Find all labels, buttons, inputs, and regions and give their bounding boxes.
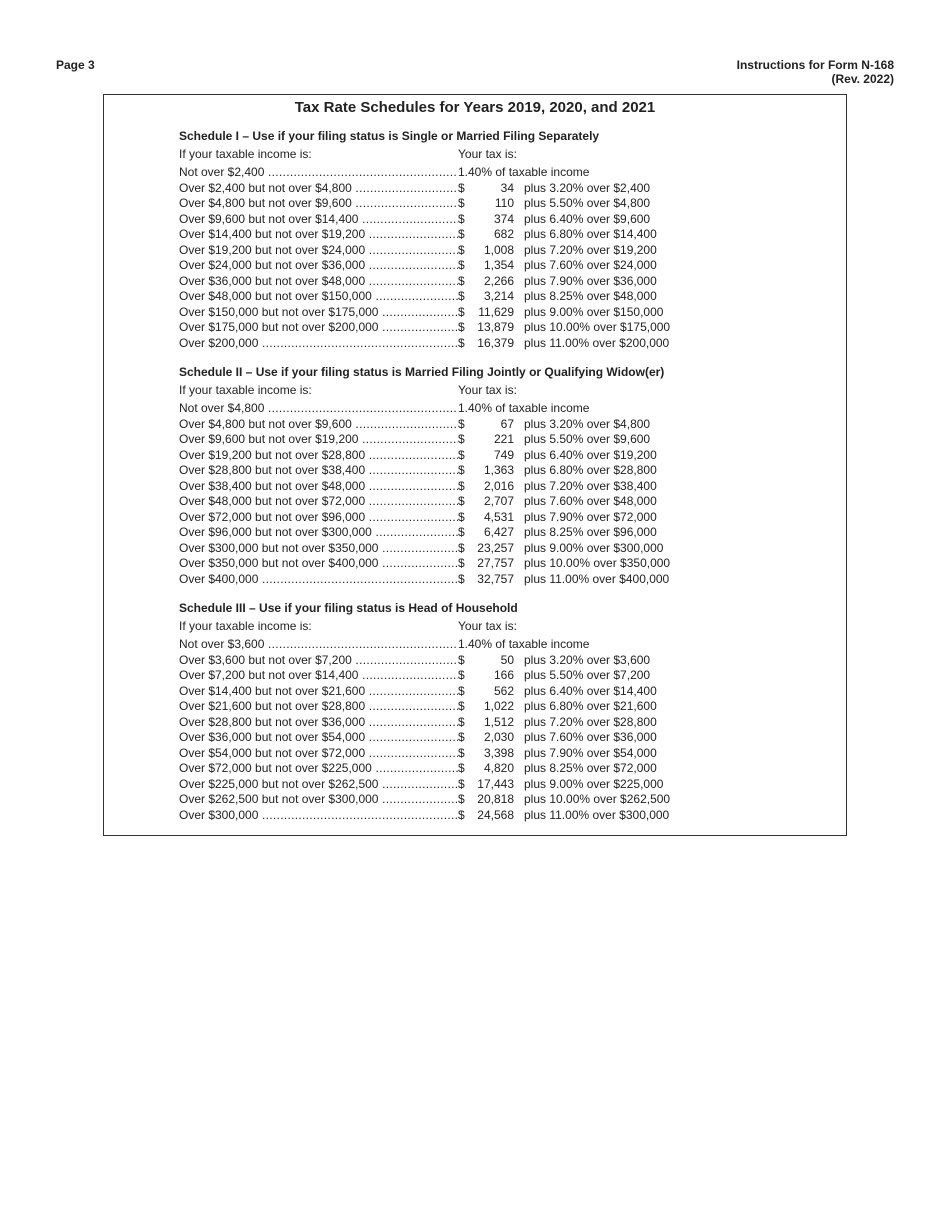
marginal-rate: plus 7.90% over $72,000 bbox=[524, 509, 657, 524]
income-column-header: If your taxable income is: bbox=[179, 147, 312, 161]
bracket-row bbox=[179, 305, 699, 321]
form-header bbox=[737, 58, 894, 86]
income-range: Over $4,800 but not over $9,600 ..... bbox=[179, 196, 458, 212]
income-range: Over $21,600 but not over $28,800 ..... bbox=[179, 699, 458, 715]
bracket-row bbox=[179, 525, 699, 541]
income-range: Over $200,000 ..... bbox=[179, 336, 458, 352]
base-tax-amount: 32,757 bbox=[477, 571, 514, 586]
marginal-rate: plus 3.20% over $2,400 bbox=[524, 180, 651, 195]
schedule-3 bbox=[179, 599, 699, 823]
marginal-rate: plus 7.60% over $48,000 bbox=[524, 494, 657, 508]
base-tax-amount: 1,363 bbox=[483, 463, 514, 477]
box-title: Tax Rate Schedules for Years 2019, 2020, and 2021 bbox=[294, 99, 656, 116]
marginal-rate: plus 10.00% over $262,500 bbox=[524, 792, 671, 806]
marginal-rate: plus 3.20% over $4,800 bbox=[524, 416, 651, 431]
bracket-row bbox=[179, 243, 699, 259]
tax-rate-schedules-box bbox=[103, 94, 847, 836]
income-range: Not over $2,400 ..... bbox=[179, 165, 458, 181]
bracket-row bbox=[179, 556, 699, 572]
bracket-row bbox=[179, 510, 699, 526]
bracket-row bbox=[179, 684, 699, 700]
income-range: Over $175,000 but not over $200,000 ..... bbox=[179, 320, 458, 336]
bracket-row bbox=[179, 668, 699, 684]
marginal-rate: plus 6.80% over $14,400 bbox=[524, 227, 657, 241]
tax-column-header: Your tax is: bbox=[458, 619, 517, 633]
dollar-sign: $ bbox=[458, 745, 465, 760]
dollar-sign: $ bbox=[458, 571, 465, 586]
marginal-rate: plus 7.90% over $36,000 bbox=[524, 273, 657, 288]
marginal-rate: plus 11.00% over $400,000 bbox=[524, 571, 670, 586]
bracket-row bbox=[179, 761, 699, 777]
dollar-sign: $ bbox=[458, 776, 465, 791]
income-range: Over $2,400 but not over $4,800 ..... bbox=[179, 181, 458, 197]
dollar-sign: $ bbox=[458, 699, 465, 713]
income-range: Over $24,000 but not over $36,000 ..... bbox=[179, 258, 458, 274]
bracket-row bbox=[179, 320, 699, 336]
income-range: Over $36,000 but not over $48,000 ..... bbox=[179, 274, 458, 290]
base-tax-amount: 16,379 bbox=[477, 335, 514, 350]
income-range: Over $36,000 but not over $54,000 ..... bbox=[179, 730, 458, 746]
dollar-sign: $ bbox=[458, 652, 465, 667]
base-tax-amount: 3,398 bbox=[483, 745, 514, 760]
marginal-rate: plus 6.40% over $14,400 bbox=[524, 683, 657, 698]
dollar-sign: $ bbox=[458, 432, 465, 446]
dollar-sign: $ bbox=[458, 242, 465, 257]
bracket-row bbox=[179, 432, 699, 448]
base-tax-amount: 27,757 bbox=[477, 556, 514, 570]
dollar-sign: $ bbox=[458, 463, 465, 477]
base-tax-amount: 11,629 bbox=[478, 304, 514, 319]
marginal-rate: plus 7.90% over $54,000 bbox=[524, 745, 657, 760]
income-range: Over $9,600 but not over $14,400 ..... bbox=[179, 212, 458, 228]
column-headers bbox=[179, 617, 699, 635]
income-column-header: If your taxable income is: bbox=[179, 383, 312, 397]
bracket-row bbox=[179, 746, 699, 762]
bracket-row bbox=[179, 699, 699, 715]
base-tax-amount: 374 bbox=[493, 211, 514, 226]
page-number: Page 3 bbox=[56, 58, 95, 72]
marginal-rate: plus 5.50% over $9,600 bbox=[524, 432, 651, 446]
bracket-row bbox=[179, 289, 699, 305]
income-range: Over $300,000 ..... bbox=[179, 808, 458, 824]
schedule-2 bbox=[179, 363, 699, 587]
bracket-row bbox=[179, 463, 699, 479]
base-tax-amount: 20,818 bbox=[477, 792, 514, 806]
base-tax-amount: 67 bbox=[500, 416, 514, 431]
marginal-rate: plus 8.25% over $96,000 bbox=[524, 525, 657, 539]
base-tax-amount: 2,707 bbox=[483, 494, 514, 508]
income-range: Over $19,200 but not over $28,800 ..... bbox=[179, 448, 458, 464]
income-column-header: If your taxable income is: bbox=[179, 619, 312, 633]
income-range: Over $96,000 but not over $300,000 ..... bbox=[179, 525, 458, 541]
income-range: Over $48,000 but not over $150,000 ..... bbox=[179, 289, 458, 305]
marginal-rate: plus 7.60% over $36,000 bbox=[524, 730, 657, 744]
base-tax-amount: 1,354 bbox=[483, 258, 514, 272]
form-title: Instructions for Form N-168 bbox=[736, 58, 894, 72]
dollar-sign: $ bbox=[458, 227, 465, 241]
income-range: Over $300,000 but not over $350,000 ..... bbox=[179, 541, 458, 557]
bracket-row bbox=[179, 196, 699, 212]
base-tax-amount: 110 bbox=[494, 196, 514, 210]
dollar-sign: $ bbox=[458, 730, 465, 744]
marginal-rate: plus 11.00% over $200,000 bbox=[524, 335, 670, 350]
bracket-row bbox=[179, 181, 699, 197]
base-tax-amount: 1,022 bbox=[483, 699, 514, 713]
base-tax-amount: 34 bbox=[500, 180, 514, 195]
dollar-sign: $ bbox=[458, 196, 465, 210]
dollar-sign: $ bbox=[458, 320, 465, 334]
bracket-row bbox=[179, 258, 699, 274]
base-tax-amount: 682 bbox=[493, 227, 514, 241]
dollar-sign: $ bbox=[458, 509, 465, 524]
dollar-sign: $ bbox=[458, 556, 465, 570]
dollar-sign: $ bbox=[458, 540, 465, 555]
income-range: Over $28,800 but not over $36,000 ..... bbox=[179, 715, 458, 731]
marginal-rate: plus 10.00% over $350,000 bbox=[524, 556, 671, 570]
income-range: Over $28,800 but not over $38,400 ..... bbox=[179, 463, 458, 479]
bracket-row bbox=[179, 165, 699, 181]
bracket-row bbox=[179, 212, 699, 228]
schedule-heading: Schedule I – Use if your filing status is Single or Married Filing Separately bbox=[179, 129, 600, 143]
income-range: Over $225,000 but not over $262,500 ..... bbox=[179, 777, 458, 793]
bracket-row bbox=[179, 541, 699, 557]
column-headers bbox=[179, 145, 699, 163]
bracket-row bbox=[179, 448, 699, 464]
bracket-row bbox=[179, 572, 699, 588]
base-tax-amount: 4,820 bbox=[483, 761, 514, 775]
base-rate: 1.40% of taxable income bbox=[458, 165, 590, 179]
base-tax-amount: 1,512 bbox=[483, 714, 514, 729]
bracket-row bbox=[179, 730, 699, 746]
bracket-row bbox=[179, 637, 699, 653]
bracket-row bbox=[179, 777, 699, 793]
base-tax-amount: 17,443 bbox=[477, 776, 514, 791]
income-range: Over $14,400 but not over $21,600 ..... bbox=[179, 684, 458, 700]
base-tax-amount: 166 bbox=[493, 668, 514, 682]
base-tax-amount: 749 bbox=[493, 447, 514, 462]
dollar-sign: $ bbox=[458, 807, 465, 822]
dollar-sign: $ bbox=[458, 761, 465, 775]
base-rate: 1.40% of taxable income bbox=[458, 637, 590, 651]
dollar-sign: $ bbox=[458, 494, 465, 508]
bracket-row bbox=[179, 401, 699, 417]
marginal-rate: plus 9.00% over $225,000 bbox=[524, 776, 664, 791]
dollar-sign: $ bbox=[458, 273, 465, 288]
marginal-rate: plus 10.00% over $175,000 bbox=[524, 320, 671, 334]
income-range: Over $14,400 but not over $19,200 ..... bbox=[179, 227, 458, 243]
marginal-rate: plus 8.25% over $72,000 bbox=[524, 761, 657, 775]
dollar-sign: $ bbox=[458, 304, 465, 319]
income-range: Over $262,500 but not over $300,000 ..... bbox=[179, 792, 458, 808]
marginal-rate: plus 7.20% over $28,800 bbox=[524, 714, 657, 729]
bracket-row bbox=[179, 274, 699, 290]
bracket-row bbox=[179, 792, 699, 808]
base-tax-amount: 2,266 bbox=[483, 273, 514, 288]
dollar-sign: $ bbox=[458, 416, 465, 431]
bracket-row bbox=[179, 494, 699, 510]
bracket-rows bbox=[179, 637, 699, 823]
column-headers bbox=[179, 381, 699, 399]
marginal-rate: plus 3.20% over $3,600 bbox=[524, 652, 651, 667]
base-tax-amount: 13,879 bbox=[477, 320, 514, 334]
marginal-rate: plus 6.80% over $28,800 bbox=[524, 463, 657, 477]
marginal-rate: plus 5.50% over $7,200 bbox=[524, 668, 651, 682]
base-tax-amount: 4,531 bbox=[483, 509, 514, 524]
base-tax-amount: 562 bbox=[493, 683, 514, 698]
marginal-rate: plus 6.40% over $19,200 bbox=[524, 447, 657, 462]
schedule-heading: Schedule III – Use if your filing status is Head of Household bbox=[179, 601, 518, 615]
base-tax-amount: 24,568 bbox=[477, 807, 514, 822]
income-range: Over $54,000 but not over $72,000 ..... bbox=[179, 746, 458, 762]
income-range: Over $4,800 but not over $9,600 ..... bbox=[179, 417, 458, 433]
income-range: Over $19,200 but not over $24,000 ..... bbox=[179, 243, 458, 259]
dollar-sign: $ bbox=[458, 478, 465, 493]
bracket-row bbox=[179, 808, 699, 824]
dollar-sign: $ bbox=[458, 335, 465, 350]
income-range: Over $72,000 but not over $225,000 ..... bbox=[179, 761, 458, 777]
bracket-row bbox=[179, 336, 699, 352]
dollar-sign: $ bbox=[458, 792, 465, 806]
dollar-sign: $ bbox=[458, 211, 465, 226]
base-rate: 1.40% of taxable income bbox=[458, 401, 590, 415]
schedule-heading: Schedule II – Use if your filing status is Married Filing Jointly or Qualifying Widow(er) bbox=[179, 365, 665, 379]
bracket-rows bbox=[179, 165, 699, 351]
base-tax-amount: 3,214 bbox=[483, 289, 514, 303]
marginal-rate: plus 9.00% over $300,000 bbox=[524, 540, 664, 555]
income-range: Over $3,600 but not over $7,200 ..... bbox=[179, 653, 458, 669]
bracket-row bbox=[179, 653, 699, 669]
bracket-row bbox=[179, 227, 699, 243]
tax-column-header: Your tax is: bbox=[458, 383, 517, 397]
schedule-1 bbox=[179, 127, 699, 351]
income-range: Over $38,400 but not over $48,000 ..... bbox=[179, 479, 458, 495]
income-range: Over $400,000 ..... bbox=[179, 572, 458, 588]
base-tax-amount: 2,030 bbox=[483, 730, 514, 744]
form-revision: (Rev. 2022) bbox=[831, 72, 894, 86]
dollar-sign: $ bbox=[458, 668, 465, 682]
marginal-rate: plus 7.20% over $19,200 bbox=[524, 242, 657, 257]
dollar-sign: $ bbox=[458, 447, 465, 462]
income-range: Not over $4,800 ..... bbox=[179, 401, 458, 417]
base-tax-amount: 6,427 bbox=[483, 525, 514, 539]
dollar-sign: $ bbox=[458, 289, 465, 303]
income-range: Over $9,600 but not over $19,200 ..... bbox=[179, 432, 458, 448]
income-range: Over $7,200 but not over $14,400 ..... bbox=[179, 668, 458, 684]
income-range: Over $72,000 but not over $96,000 ..... bbox=[179, 510, 458, 526]
base-tax-amount: 2,016 bbox=[483, 478, 514, 493]
base-tax-amount: 1,008 bbox=[483, 242, 514, 257]
dollar-sign: $ bbox=[458, 180, 465, 195]
income-range: Over $48,000 but not over $72,000 ..... bbox=[179, 494, 458, 510]
marginal-rate: plus 8.25% over $48,000 bbox=[524, 289, 657, 303]
income-range: Over $350,000 but not over $400,000 ..... bbox=[179, 556, 458, 572]
bracket-row bbox=[179, 479, 699, 495]
dollar-sign: $ bbox=[458, 525, 465, 539]
dollar-sign: $ bbox=[458, 258, 465, 272]
bracket-row bbox=[179, 715, 699, 731]
bracket-row bbox=[179, 417, 699, 433]
marginal-rate: plus 7.60% over $24,000 bbox=[524, 258, 657, 272]
base-tax-amount: 221 bbox=[493, 432, 514, 446]
marginal-rate: plus 7.20% over $38,400 bbox=[524, 478, 657, 493]
bracket-rows bbox=[179, 401, 699, 587]
marginal-rate: plus 9.00% over $150,000 bbox=[524, 304, 664, 319]
income-range: Over $150,000 but not over $175,000 ..... bbox=[179, 305, 458, 321]
marginal-rate: plus 5.50% over $4,800 bbox=[524, 196, 651, 210]
tax-column-header: Your tax is: bbox=[458, 147, 517, 161]
marginal-rate: plus 6.80% over $21,600 bbox=[524, 699, 657, 713]
dollar-sign: $ bbox=[458, 714, 465, 729]
base-tax-amount: 23,257 bbox=[477, 540, 514, 555]
marginal-rate: plus 11.00% over $300,000 bbox=[524, 807, 670, 822]
marginal-rate: plus 6.40% over $9,600 bbox=[524, 211, 651, 226]
income-range: Not over $3,600 ..... bbox=[179, 637, 458, 653]
base-tax-amount: 50 bbox=[500, 652, 514, 667]
dollar-sign: $ bbox=[458, 683, 465, 698]
